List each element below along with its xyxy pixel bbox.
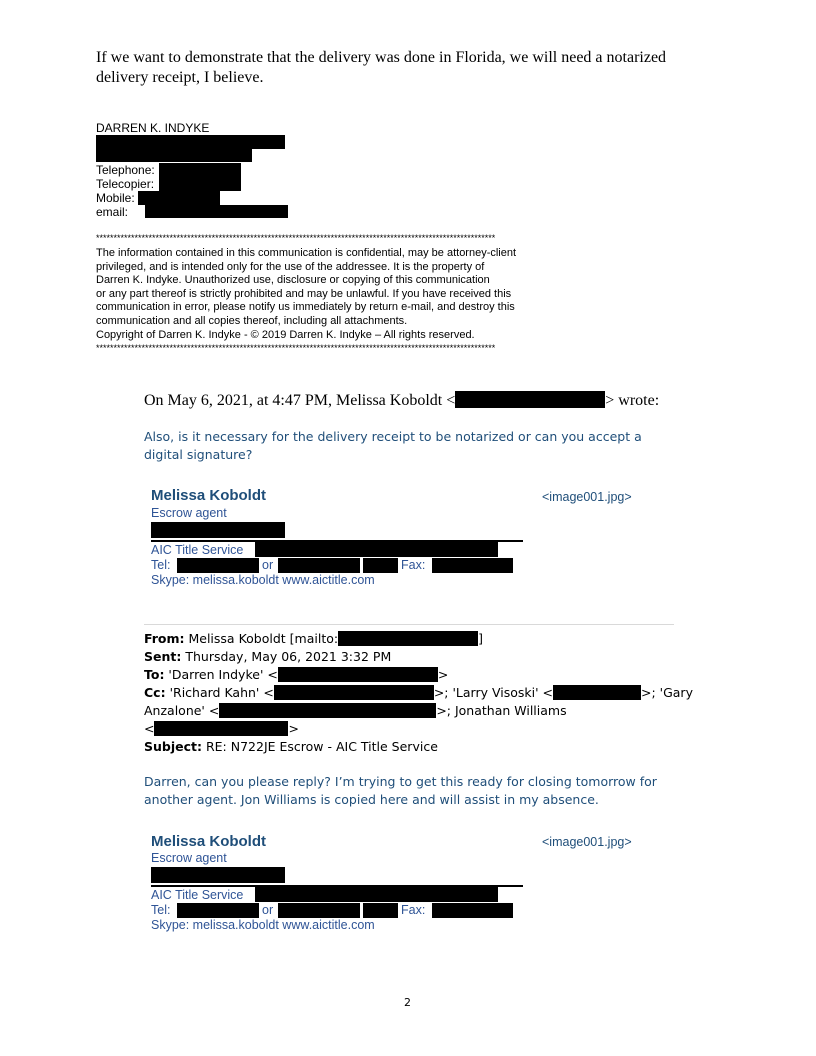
sig-fax-label: Fax: [401,558,426,572]
sig-skype: Skype: melissa.koboldt www.aictitle.com [151,918,375,932]
reply-header: On May 6, 2021, at 4:47 PM, Melissa Koboldt < > wrote: [144,392,660,409]
redaction-block [177,903,259,918]
sig-title: Escrow agent [151,506,227,520]
redaction-block [274,685,434,700]
telecopier-label: Telecopier: [96,177,155,191]
redaction-block [432,903,513,918]
redaction-block [455,391,605,408]
confidentiality-notice: The information contained in this communication is confidential, may be attorney-client privileged, and is intended only for the use of the addressee. It is the property of Darren K. Indyke. Unauthorized use, disclosure or copying of this communication or any part thereof is strictly prohibited and may be unlawful. If you have received this communication in error, please notify us immediately by return e-mail, and destroy this communication and all copies thereof, including all attachments. Copyright of Darren K. Indyke - © 2019 Darren K. Indyke – All rights reserved. [96,247,517,341]
sig-fax-label: Fax: [401,903,426,917]
sig-company: AIC Title Service [151,543,244,557]
telephone-label: Telephone: [96,163,155,177]
from-line: From: Melissa Koboldt [mailto: ] [144,631,483,646]
redaction-block [255,887,498,902]
redaction-block [363,903,398,918]
redaction-block [96,149,252,162]
redaction-block [553,685,641,700]
redaction-block [177,558,259,573]
sig-tel-label: Tel: [151,558,171,572]
sent-line: Sent: Thursday, May 06, 2021 3:32 PM [144,649,392,664]
signature-name: DARREN K. INDYKE [96,121,210,135]
redaction-block [154,721,288,736]
redaction-block [159,163,241,177]
image-attachment[interactable]: <image001.jpg> [542,490,632,504]
sig-or-label: or [262,903,274,917]
message-body: Darren, can you please reply? I’m trying to get this ready for closing tomorrow for another agent. Jon Williams is copied here and will assist in my absence. [144,774,657,807]
cc-line-2: Anzalone' < >; Jonathan Williams [144,703,567,718]
mobile-label: Mobile: [96,191,135,205]
sig-title: Escrow agent [151,851,227,865]
redaction-block [278,667,438,682]
sig-skype: Skype: melissa.koboldt www.aictitle.com [151,573,375,587]
redaction-block [159,177,241,191]
sig-company: AIC Title Service [151,888,244,902]
intro-text: If we want to demonstrate that the delivery was done in Florida, we will need a notarized delivery receipt, I believe. [96,49,667,86]
redaction-block [151,522,285,538]
sig-or-label: or [262,558,274,572]
redaction-block [145,205,288,218]
divider-stars: ****************************************************************************************************************** [96,233,496,243]
redaction-block [278,558,360,573]
redaction-block [255,542,498,557]
cc-line-3: < > [144,721,299,736]
sig-tel-label: Tel: [151,903,171,917]
redaction-block [138,191,220,205]
redaction-block [278,903,360,918]
subject-line: Subject: RE: N722JE Escrow - AIC Title Service [144,739,438,754]
to-line: To: 'Darren Indyke' < > [144,667,449,682]
redaction-block [96,135,285,149]
email-label: email: [96,205,129,219]
cc-line: Cc: 'Richard Kahn' < >; 'Larry Visoski' < >; 'Gary [144,685,693,700]
redaction-block [219,703,436,718]
page-number: 2 [404,996,411,1009]
header-divider [144,624,674,625]
redaction-block [363,558,398,573]
redaction-block [151,867,285,883]
sig-name: Melissa Koboldt [151,833,267,850]
redaction-block [338,631,478,646]
image-attachment[interactable]: <image001.jpg> [542,835,632,849]
reply-message: Also, is it necessary for the delivery receipt to be notarized or can you accept a digital signature? [144,429,642,462]
sig-name: Melissa Koboldt [151,487,267,504]
redaction-block [432,558,513,573]
divider-stars: ****************************************************************************************************************** [96,343,496,353]
